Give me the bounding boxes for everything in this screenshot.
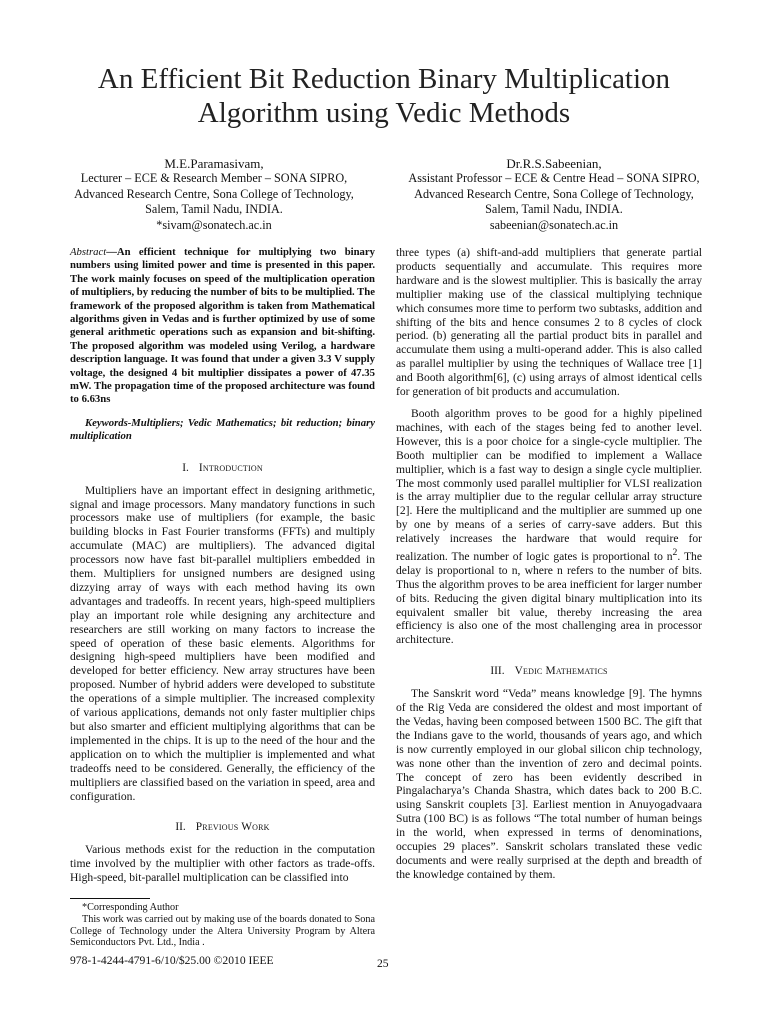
page-number: 25: [377, 957, 389, 970]
section-number: II.: [175, 821, 186, 834]
author-affiliation: Advanced Research Centre, Sona College of Technology,: [414, 186, 694, 201]
superscript: 2: [672, 547, 678, 559]
body-paragraph: three types (a) shift-and-add multipliers that generate partial products sequentially and accumulate. This requires more hardware and is the slowest multiplier. This is basically the array multiplier making use of the classical multiplying technique which consumes more time to perform two subtasks, addition and shifting of the bits and hence consumes 2 to 8 cycles of clock period. (b) generating all the partial product bits in parallel and accumulate them using a multi-operand adder. This is also called as parallel multiplier by using the techniques of Wallace tree [1] and Booth algorithm[6], (c) using arrays of almost identical cells for generation of bit products and accumulation.: [396, 246, 702, 399]
footnote-line: This work was carried out by making use of the boards donated to Sona College of Technology under the Altera University Program by Altera Semiconductors Pvt. Ltd., India .: [70, 913, 375, 949]
author-email: sabeenian@sonatech.ac.in: [489, 217, 619, 232]
abstract-text: —An efficient technique for multiplying two binary numbers using limited power and time is presented in this paper. The work mainly focuses on speed of the multiplication operation of multipliers, by reducing the number of bits to be multiplied. The framework of the proposed algorithm is taken from Mathematical algorithms given in Vedas and is further optimized by use of some general arithmetic operations such as expansion and bit-shifting. The proposed algorithm was modeled using Verilog, a hardware description language. It was found that under a given 3.3 V supply voltage, the designed 4 bit multiplier dissipates a power of 47.35 mW. The propagation time of the proposed architecture was found to 6.63ns: [70, 246, 375, 406]
author-affiliation: Salem, Tamil Nadu, INDIA.: [485, 202, 623, 217]
section-number: I.: [182, 461, 189, 474]
author-affiliation: Advanced Research Centre, Sona College of Technology,: [74, 186, 354, 201]
title-line-1: An Efficient Bit Reduction Binary Multiplication: [97, 63, 671, 95]
section-number: III.: [490, 665, 505, 678]
author-affiliation: Salem, Tamil Nadu, INDIA.: [145, 202, 283, 217]
paragraph-text: . The delay is proportional to n, where n refers to the number of bits. Thus the algorithm proves to be area inefficient for larger number of bits. Reducing the given digital binary multiplication into its equivalent smaller bit value, thereby increasing the area efficiency is also one of the most challenging area in processor architecture.: [396, 549, 702, 647]
body-paragraph: [396, 407, 702, 647]
section-title: Vedic Mathematics: [514, 665, 608, 678]
footnote-divider: [70, 898, 150, 899]
abstract: [70, 246, 375, 407]
author-email: *sivam@sonatech.ac.in: [156, 217, 272, 232]
section-heading-previous-work: [70, 821, 375, 835]
keywords: Keywords-Multipliers; Vedic Mathematics; bit reduction; binary multiplication: [70, 416, 375, 443]
left-column: [70, 246, 375, 885]
abstract-lead: Abstract: [70, 246, 107, 258]
body-paragraph: Multipliers have an important effect in designing arithmetic, signal and image processors. Many mandatory functions in such processors make use of multipliers (for example, the basic building blocks in Fast Fourier transforms (FFTs) and multiply accumulate (MAC) are multipliers). The advanced digital processors now have fast bit-parallel multipliers embedded in them. Multipliers for unsigned numbers are designed using dizzying array of ways with each method having its own advantages and tradeoffs. In recent years, high-speed multipliers play an important role while designing any architecture and researchers are still working on many factors to increase the speed of operation of these basic elements. Algorithms for designing high-speed multipliers have been modified and developed for better efficiency. New array structures have been proposed. Number of hybrid adders were developed to substitute the operations of a simple multiplier. The increased complexity of various applications, demands not only faster multiplier chips but also smarter and efficient multiplying algorithms that can be implemented in the chips. It is up to the need of the hour and the application on to which the multiplier is implemented and what tradeoffs need to be considered. Generally, the efficiency of the multipliers are classified based on the variation in speed, area and configuration.: [70, 483, 375, 803]
author-name: M.E.Paramasivam,: [164, 156, 264, 171]
author-block-1: [64, 156, 364, 233]
section-title: Previous Work: [195, 821, 270, 834]
isbn-line: 978-1-4244-4791-6/10/$25.00 ©2010 IEEE: [70, 954, 274, 967]
section-title: Introduction: [198, 461, 263, 474]
author-name: Dr.R.S.Sabeenian,: [506, 156, 602, 171]
title-line-2: Algorithm using Vedic Methods: [197, 97, 571, 129]
body-paragraph: The Sanskrit word “Veda” means knowledge [9]. The hymns of the Rig Veda are considered the oldest and most important of the Vedas, having been composed between 1500 BC. The gift that the Indians gave to the world, thousands of years ago, and which is now currently employed in our global silicon chip technology, was none other than the invention of zero and decimal points. The concept of zero has been evidently described in Pingalacharya’s Chanda Shastra, which dates back to 200 B.C. using Sanskrit couplets [3]. Earliest mention in Anuyogadvaara Sutra (100 BC) is as follows “The total number of human beings in the world, when expressed in terms of denominations, occupies 29 places”. Sanskrit scholars translated these vedic documents and were really surprised at the depth and breadth of the knowledge contained by them.: [396, 687, 702, 881]
body-paragraph: Various methods exist for the reduction in the computation time involved by the multiplier with other factors as trade-offs. High-speed, bit-parallel multiplication can be classified into: [70, 843, 375, 885]
author-block-2: [394, 156, 714, 233]
author-affiliation: Assistant Professor – ECE & Centre Head – SONA SIPRO,: [408, 171, 700, 186]
paper-title: [40, 62, 728, 130]
right-column: [396, 246, 702, 882]
paragraph-text: Booth algorithm proves to be good for a highly pipelined machines, with each of the stages being fed to another level. However, this is a poor choice for a single-cycle multiplier. The Booth multiplier can be modified to implement a Wallace multiplier, which is a fast way to design a single cycle multiplier. The most commonly used parallel multiplier for VLSI realization is the array multiplier due to the regular cellular array structure [2]. Here the multiplicand and the multiplier are summed up one by one by means of a series of carry-save adders. But this relatively increases the hardware that would require for realization. The number of logic gates is proportional to n: [396, 406, 702, 563]
author-affiliation: Lecturer – ECE & Research Member – SONA SIPRO,: [80, 171, 348, 186]
footnote: [70, 902, 375, 949]
section-heading-vedic-mathematics: [396, 665, 702, 679]
section-heading-introduction: [70, 462, 375, 476]
footnote-line: *Corresponding Author: [82, 902, 179, 913]
